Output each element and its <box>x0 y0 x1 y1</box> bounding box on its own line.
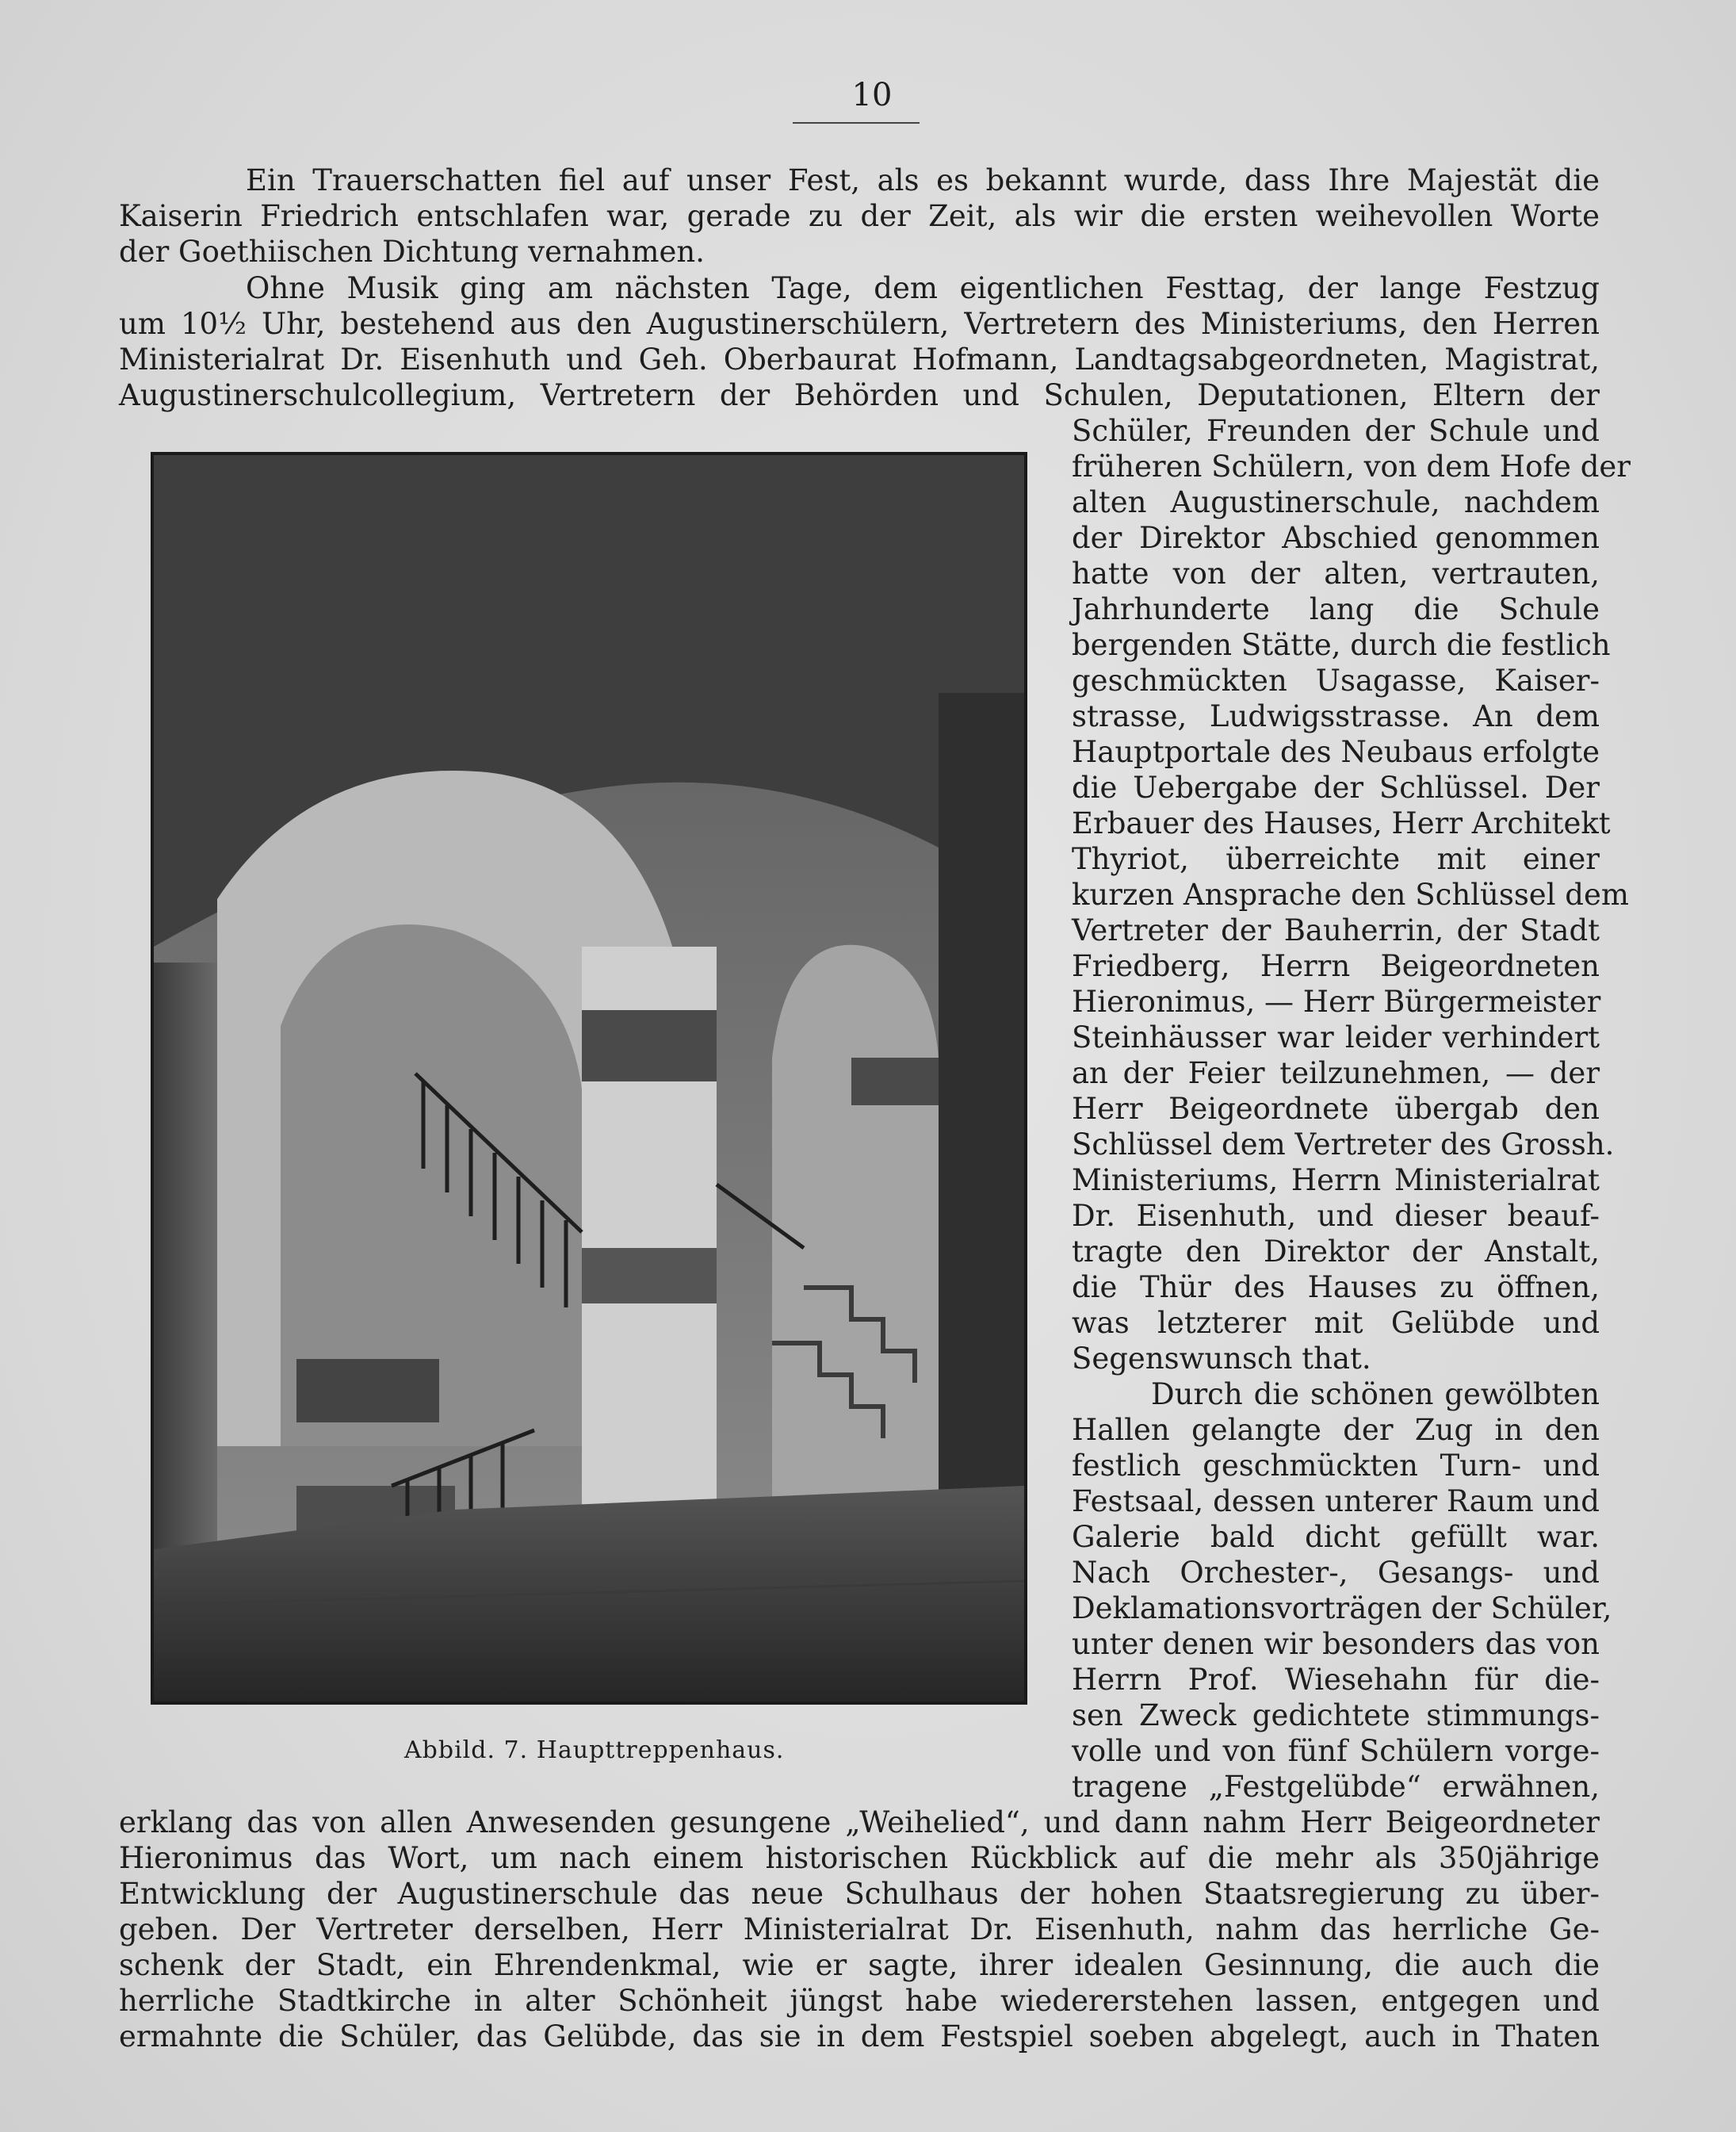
text-line: Hauptportale des Neubaus erfolgte <box>1072 735 1600 769</box>
text-line: Segenswunsch that. <box>1072 1342 1371 1376</box>
text-line: kurzen Ansprache den Schlüssel dem <box>1072 878 1629 912</box>
text-line: Schlüssel dem Vertreter des Grossh. <box>1072 1127 1615 1162</box>
text-line: Friedberg, Herrn Beigeordneten <box>1072 949 1600 983</box>
text-line: Jahrhunderte lang die Schule <box>1072 592 1600 626</box>
text-line: Kaiserin Friedrich entschlafen war, gerade zu der Zeit, als wir die ersten weihevollen Worte <box>119 199 1600 233</box>
text-line: Vertreter der Bauherrin, der Stadt <box>1072 913 1600 947</box>
text-line: Durch die schönen gewölbten <box>1151 1377 1600 1411</box>
text-line: Augustinerschulcollegium, Vertretern der Behörden und Schulen, Deputationen, Eltern der <box>119 378 1600 412</box>
text-line: herrliche Stadtkirche in alter Schönheit jüngst habe wiedererstehen lassen, entgegen und <box>119 1984 1600 2018</box>
text-line: Hieronimus, — Herr Bürgermeister <box>1072 985 1601 1019</box>
text-line: der Direktor Abschied genommen <box>1072 521 1600 555</box>
text-line: hatte von der alten, vertrauten, <box>1072 557 1600 591</box>
text-line: tragte den Direktor der Anstalt, <box>1072 1234 1600 1269</box>
text-line: Herr Beigeordnete übergab den <box>1072 1092 1600 1126</box>
figure-caption: Abbild. 7. Haupttreppenhaus. <box>404 1736 785 1764</box>
text-line: geschmückten Usagasse, Kaiser- <box>1072 664 1600 698</box>
staircase-photograph <box>151 452 1027 1705</box>
page-number-rule <box>793 122 920 124</box>
text-line: Herrn Prof. Wiesehahn für die- <box>1072 1663 1600 1697</box>
text-line: Hallen gelangte der Zug in den <box>1072 1413 1600 1447</box>
text-line: Galerie bald dicht gefüllt war. <box>1072 1520 1600 1554</box>
text-line: um 10½ Uhr, bestehend aus den Augustinerschülern, Vertretern des Ministeriums, den Herren <box>119 307 1600 341</box>
text-line: die Uebergabe der Schlüssel. Der <box>1072 771 1600 805</box>
text-line: volle und von fünf Schülern vorge- <box>1072 1734 1600 1768</box>
text-line: Festsaal, dessen unterer Raum und <box>1072 1484 1600 1518</box>
text-line: Ministerialrat Dr. Eisenhuth und Geh. Oberbaurat Hofmann, Landtagsabgeordneten, Magistrat, <box>119 343 1600 377</box>
text-line: schenk der Stadt, ein Ehrendenkmal, wie er sagte, ihrer idealen Gesinnung, die auch die <box>119 1948 1600 1982</box>
text-line: Ein Trauerschatten fiel auf unser Fest, als es bekannt wurde, dass Ihre Majestät die <box>246 163 1600 197</box>
text-line: sen Zweck gedichtete stimmungs- <box>1072 1698 1600 1732</box>
text-line: unter denen wir besonders das von <box>1072 1627 1600 1661</box>
text-line: bergenden Stätte, durch die festlich <box>1072 628 1611 662</box>
text-line: festlich geschmückten Turn- und <box>1072 1449 1600 1483</box>
text-line: Thyriot, überreichte mit einer <box>1072 842 1600 876</box>
text-line: tragene „Festgelübde“ erwähnen, <box>1072 1770 1600 1804</box>
text-line: Ohne Musik ging am nächsten Tage, dem eigentlichen Festtag, der lange Festzug <box>246 271 1600 305</box>
text-line: strasse, Ludwigsstrasse. An dem <box>1072 699 1600 733</box>
text-line: alten Augustinerschule, nachdem <box>1072 485 1600 519</box>
text-line: die Thür des Hauses zu öffnen, <box>1072 1270 1600 1304</box>
text-line: an der Feier teilzunehmen, — der <box>1072 1056 1600 1090</box>
text-line: Deklamationsvorträgen der Schüler, <box>1072 1591 1612 1625</box>
text-line: Dr. Eisenhuth, und dieser beauf- <box>1072 1199 1600 1233</box>
text-line: erklang das von allen Anwesenden gesungene „Weihelied“, und dann nahm Herr Beigeordneter <box>119 1805 1600 1839</box>
text-line: Steinhäusser war leider verhindert <box>1072 1020 1600 1055</box>
text-line: Schüler, Freunden der Schule und <box>1072 414 1600 448</box>
text-line: was letzterer mit Gelübde und <box>1072 1306 1600 1340</box>
text-line: ermahnte die Schüler, das Gelübde, das sie in dem Festspiel soeben abgelegt, auch in Thaten <box>119 2019 1600 2054</box>
page-number: 10 <box>851 77 893 113</box>
text-line: Erbauer des Hauses, Herr Architekt <box>1072 806 1611 840</box>
text-line: Entwicklung der Augustinerschule das neue Schulhaus der hohen Staatsregierung zu über- <box>119 1877 1600 1911</box>
text-line: Hieronimus das Wort, um nach einem historischen Rückblick auf die mehr als 350jährige <box>119 1841 1600 1875</box>
text-line: geben. Der Vertreter derselben, Herr Ministerialrat Dr. Eisenhuth, nahm das herrliche Ge- <box>119 1912 1600 1946</box>
text-line: der Goethiischen Dichtung vernahmen. <box>119 235 705 269</box>
text-line: früheren Schülern, von dem Hofe der <box>1072 450 1631 484</box>
text-line: Nach Orchester-, Gesangs- und <box>1072 1556 1600 1590</box>
text-line: Ministeriums, Herrn Ministerialrat <box>1072 1163 1600 1197</box>
